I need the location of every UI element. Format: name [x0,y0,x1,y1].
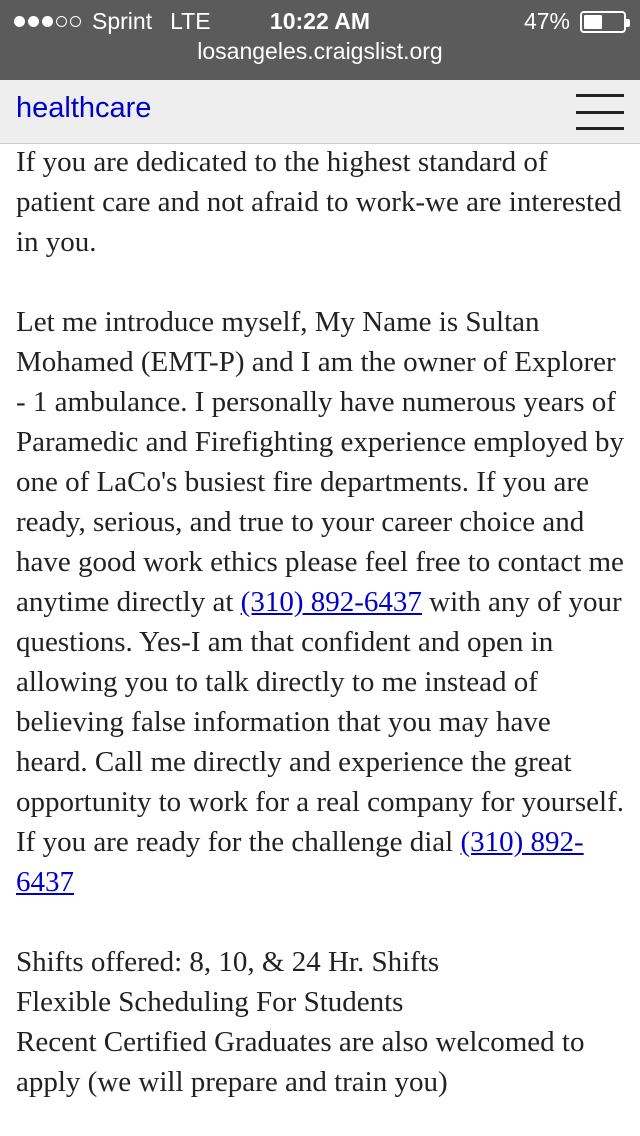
battery-icon [580,11,626,33]
description-text-a: Let me introduce myself, My Name is Sultan Mohamed (EMT-P) and I am the owner of Explorer - 1 ambulance. I personally have numerous years of Paramedic and Firefighting experience employed by one of LaCo's busiest fire departments. If you are ready, serious, and true to your career choice and have good work ethics please feel free to contact me anytime directly at [16,306,624,618]
status-bar [0,0,640,40]
intro-paragraph: If you are dedicated to the highest standard of patient care and not afraid to work-we are interested in you. [16,146,622,258]
description-text-b: with any of your questions. Yes-I am that confident and open in allowing you to talk directly to me instead of believing false information that you may have heard. Call me directly and experience the great opportunity to work for a real company for yourself. If you are ready for the challenge dial [16,586,625,858]
carrier-name: Sprint [92,8,153,34]
hamburger-menu-icon[interactable] [576,94,624,130]
status-right [524,8,626,35]
category-link[interactable]: healthcare [16,92,152,124]
browser-chrome [0,0,640,80]
phone-link[interactable]: (310) 892-6437 [16,826,584,898]
url-bar[interactable]: losangeles.craigslist.org [197,38,443,64]
battery-percent: 47% [523,8,570,34]
status-time: 10:22 AM [269,8,371,34]
list-item: Recent Certified Graduates are also welcomed to apply (we will prepare and train you) [16,1026,585,1098]
list-item: Shifts offered: 8, 10, & 24 Hr. Shifts [16,946,440,978]
phone-link[interactable]: (310) 892-6437 [240,586,422,618]
posting-body [16,142,628,1102]
list-item: Flexible Scheduling For Students [16,986,404,1018]
network-type: LTE [170,8,211,34]
description-paragraph [16,302,628,902]
page-header [0,80,640,144]
battery-fill [584,15,602,29]
